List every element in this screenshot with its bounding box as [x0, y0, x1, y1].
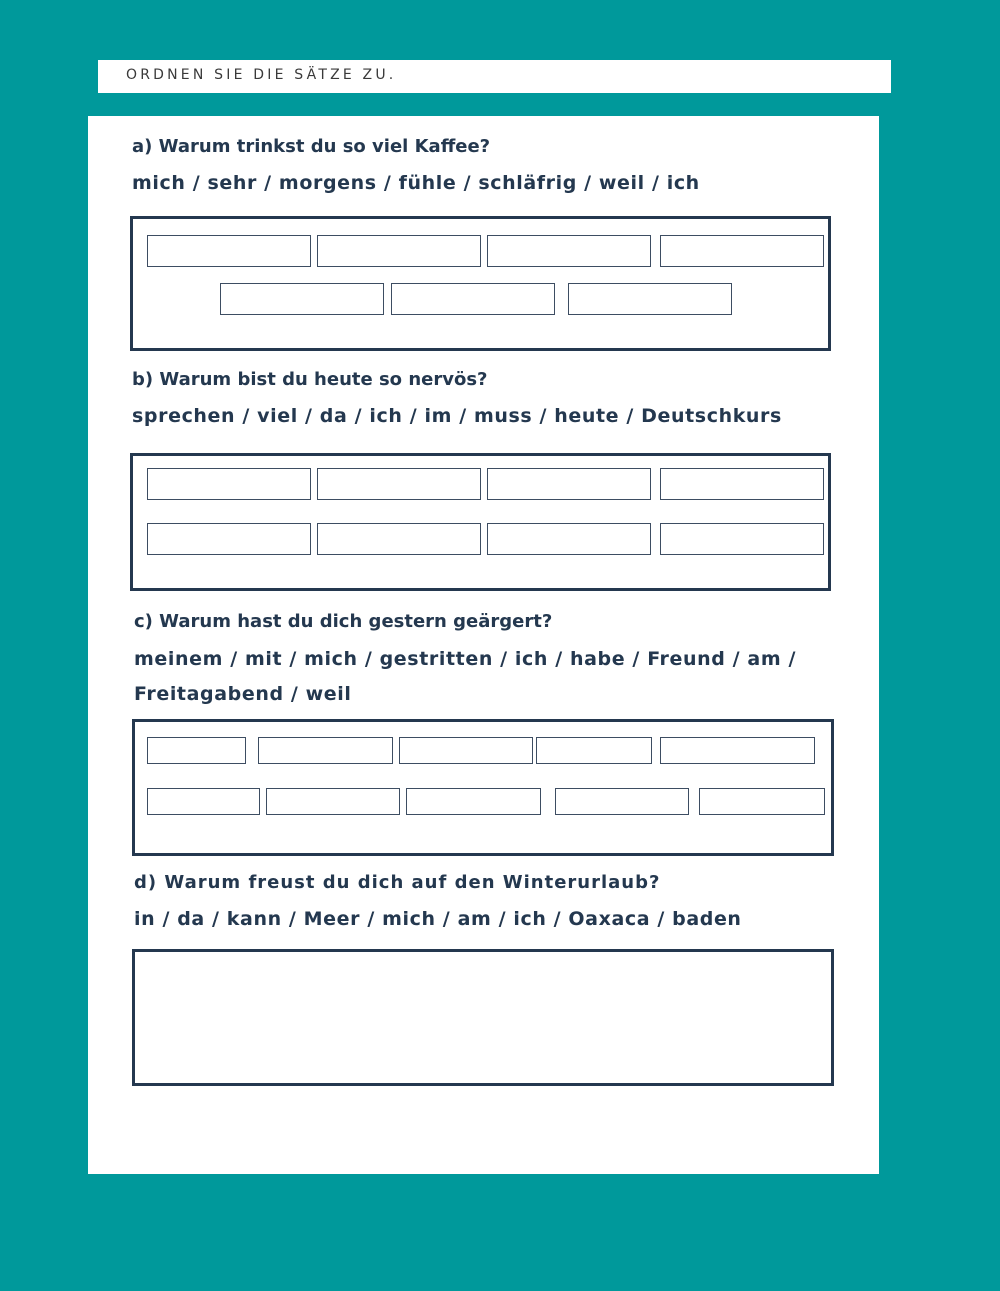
- answer-slot[interactable]: [536, 737, 652, 764]
- answer-slot[interactable]: [147, 788, 260, 815]
- answer-slot[interactable]: [317, 468, 481, 500]
- question-b: b) Warum bist du heute so nervös?: [132, 369, 488, 390]
- answer-slot[interactable]: [317, 235, 481, 267]
- answer-slot[interactable]: [266, 788, 400, 815]
- worksheet-page: [88, 116, 879, 1174]
- answer-area-d[interactable]: [132, 949, 834, 1086]
- answer-slot[interactable]: [487, 523, 651, 555]
- answer-slot[interactable]: [220, 283, 384, 315]
- answer-slot[interactable]: [487, 235, 651, 267]
- question-c: c) Warum hast du dich gestern geärgert?: [134, 611, 553, 632]
- answer-slot[interactable]: [147, 523, 311, 555]
- answer-area-c: [132, 719, 834, 856]
- answer-slot[interactable]: [317, 523, 481, 555]
- word-bank-c-line2: Freitagabend / weil: [134, 683, 352, 705]
- answer-area-b: [130, 453, 831, 591]
- word-bank-b: sprechen / viel / da / ich / im / muss / heute / Deutschkurs: [132, 405, 782, 427]
- answer-slot[interactable]: [399, 737, 533, 764]
- word-bank-d: in / da / kann / Meer / mich / am / ich / Oaxaca / baden: [134, 908, 742, 930]
- answer-slot[interactable]: [555, 788, 689, 815]
- instruction-banner: [98, 60, 891, 93]
- answer-area-a: [130, 216, 831, 351]
- answer-slot[interactable]: [147, 737, 246, 764]
- answer-slot[interactable]: [391, 283, 555, 315]
- question-a: a) Warum trinkst du so viel Kaffee?: [132, 136, 491, 157]
- answer-slot[interactable]: [660, 235, 824, 267]
- answer-slot[interactable]: [660, 737, 815, 764]
- answer-slot[interactable]: [660, 523, 824, 555]
- answer-slot[interactable]: [660, 468, 824, 500]
- answer-slot[interactable]: [699, 788, 825, 815]
- answer-slot[interactable]: [258, 737, 393, 764]
- answer-slot[interactable]: [147, 468, 311, 500]
- answer-slot[interactable]: [487, 468, 651, 500]
- answer-slot[interactable]: [406, 788, 541, 815]
- word-bank-c-line1: meinem / mit / mich / gestritten / ich / habe / Freund / am /: [134, 648, 797, 670]
- word-bank-a: mich / sehr / morgens / fühle / schläfrig / weil / ich: [132, 172, 700, 194]
- question-d: d) Warum freust du dich auf den Winterurlaub?: [134, 872, 661, 893]
- answer-slot[interactable]: [147, 235, 311, 267]
- instruction-text: ORDNEN SIE DIE SÄTZE ZU.: [126, 67, 397, 83]
- answer-slot[interactable]: [568, 283, 732, 315]
